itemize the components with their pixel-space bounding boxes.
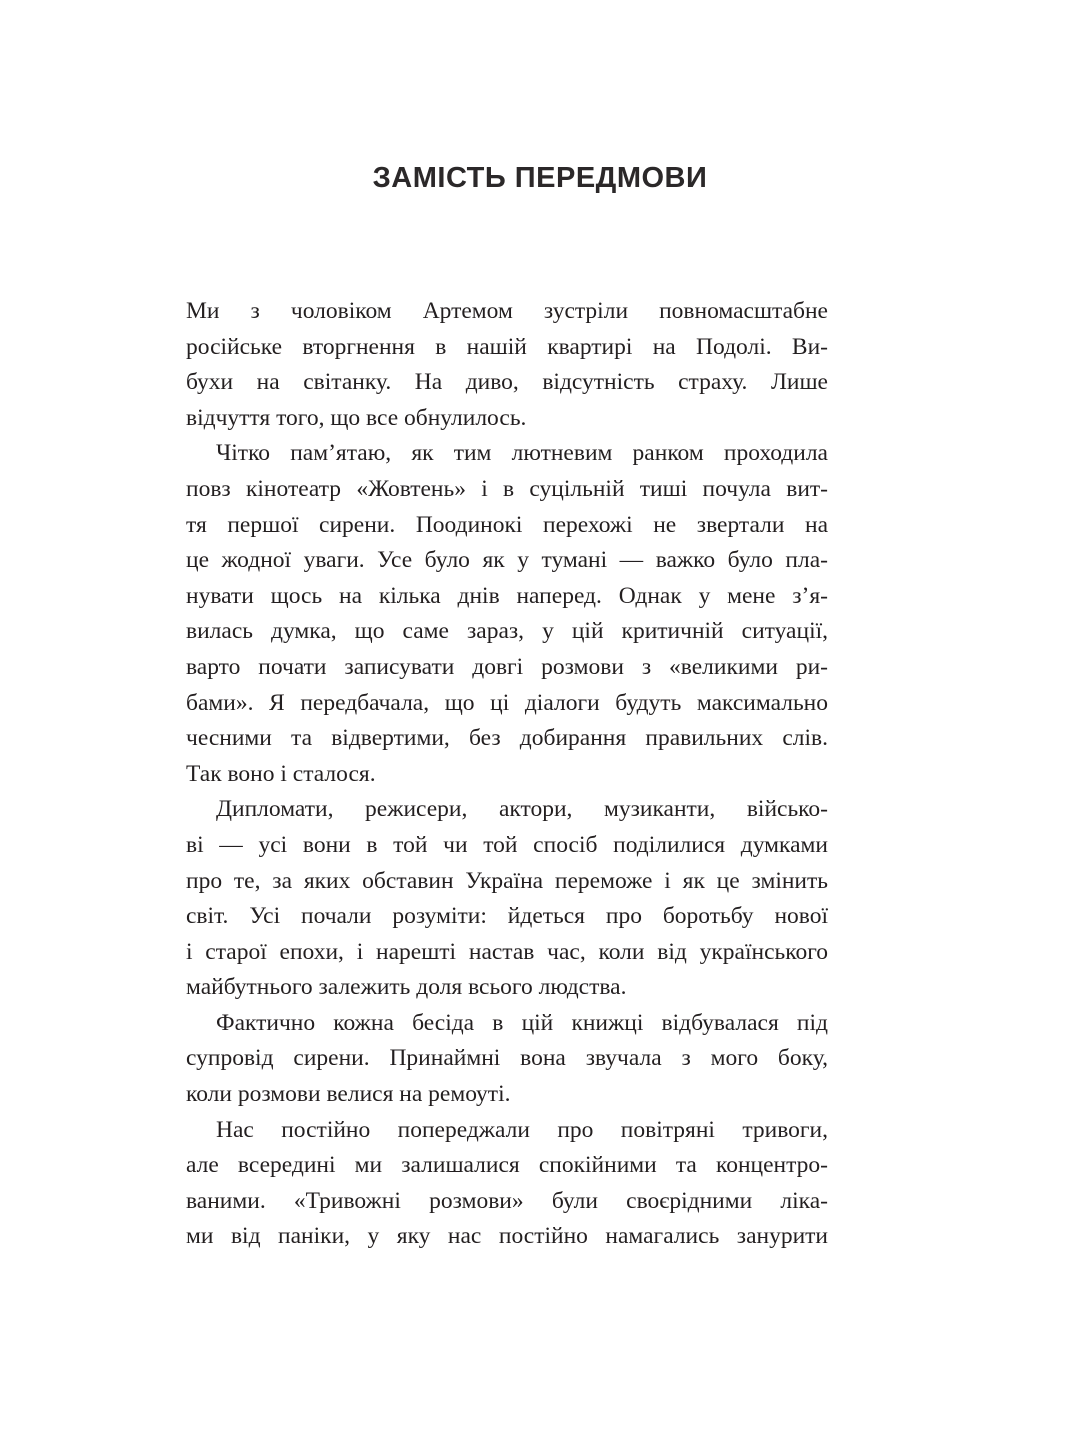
text-line: тя першої сирени. Поодинокі перехожі не звертали на xyxy=(186,511,828,538)
text-line: вилась думка, що саме зараз, у цій критичній ситуації, xyxy=(186,618,828,645)
text-line: Фактично кожна бесіда в цій книжці відбувалася під xyxy=(216,1009,828,1036)
text-line: ми від паніки, у яку нас постійно намагались занурити xyxy=(186,1223,828,1250)
text-line: ві — усі вони в той чи той спосіб поділилися думками xyxy=(186,831,828,858)
text-line: коли розмови велися на ремоуті. xyxy=(186,1081,511,1108)
text-line: російське вторгнення в нашій квартирі на Подолі. Ви- xyxy=(186,333,828,360)
text-line: ваними. «Тривожні розмови» були своєрідними ліка- xyxy=(186,1187,828,1214)
text-line: бухи на світанку. На диво, відсутність страху. Лише xyxy=(186,369,828,396)
text-line: повз кінотеатр «Жовтень» і в суцільній тиші почула вит- xyxy=(186,475,828,502)
paragraph xyxy=(186,1006,828,1113)
text-line: про те, за яких обставин Україна переможе і як це змінить xyxy=(186,867,828,894)
chapter-title: ЗАМІСТЬ ПЕРЕДМОВИ xyxy=(372,162,708,194)
text-line: відчуття того, що все обнулилось. xyxy=(186,404,527,431)
text-line: майбутнього залежить доля всього людства. xyxy=(186,974,627,1001)
text-line: бами». Я передбачала, що ці діалоги будуть максимально xyxy=(186,689,828,716)
paragraph xyxy=(186,1113,828,1255)
text-line: чесними та відвертими, без добирання правильних слів. xyxy=(186,725,828,752)
text-line: Ми з чоловіком Артемом зустріли повномасштабне xyxy=(186,298,828,324)
text-line: і старої епохи, і нарешті настав час, коли від українського xyxy=(186,938,828,965)
text-line: це жодної уваги. Усе було як у тумані — важко було пла- xyxy=(186,547,828,574)
text-line: Дипломати, режисери, актори, музиканти, військо- xyxy=(216,796,828,823)
paragraph xyxy=(186,436,828,792)
text-line: світ. Усі почали розуміти: йдеться про боротьбу нової xyxy=(186,903,828,930)
text-line: Нас постійно попереджали про повітряні тривоги, xyxy=(216,1116,828,1143)
text-line: нувати щось на кілька днів наперед. Однак у мене з’я- xyxy=(186,582,828,609)
text-line: але всередині ми залишалися спокійними та концентро- xyxy=(186,1152,828,1179)
paragraph xyxy=(186,792,828,1006)
text-line: супровід сирени. Принаймні вона звучала з мого боку, xyxy=(186,1045,828,1072)
body-text xyxy=(186,294,828,1255)
text-line: Чітко пам’ятаю, як тим лютневим ранком проходила xyxy=(216,440,828,467)
text-line: Так воно і сталося. xyxy=(186,760,376,787)
paragraph xyxy=(186,294,828,436)
text-line: варто почати записувати довгі розмови з «великими ри- xyxy=(186,653,828,680)
